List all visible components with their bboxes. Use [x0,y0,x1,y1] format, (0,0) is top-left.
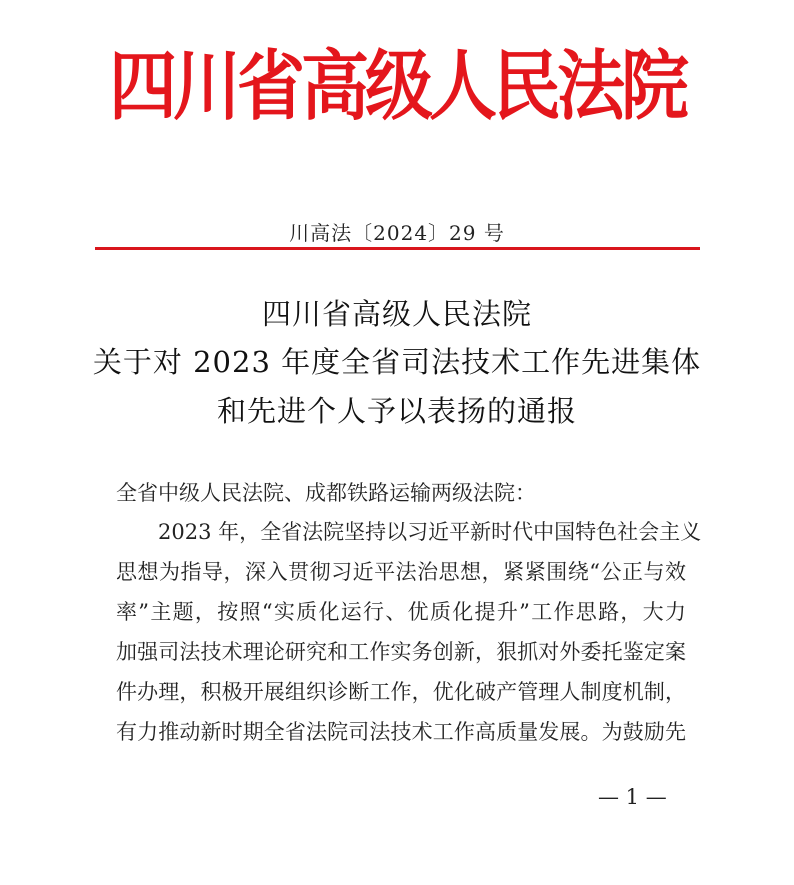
body-line: 2023 年，全省法院坚持以习近平新时代中国特色社会主义 [158,520,702,544]
document-number: 川高法〔2024〕29 号 [289,221,505,245]
title-line-1: 四川省高级人民法院 [261,297,532,331]
title-line-2: 关于对 2023 年度全省司法技术工作先进集体 [92,345,702,379]
title-line-3: 和先进个人予以表扬的通报 [216,394,577,428]
masthead-issuer-title: 四川省高级人民法院 [109,43,686,132]
salutation: 全省中级人民法院、成都铁路运输两级法院： [116,481,536,505]
body-line: 有力推动新时期全省法院司法技术工作高质量发展。为鼓励先 [116,720,686,744]
body-line: 率”主题，按照“实质化运行、优质化提升”工作思路，大力 [116,600,686,624]
page-number: — 1 — [598,785,667,809]
body-line: 加强司法技术理论研究和工作实务创新，狠抓对外委托鉴定案 [116,640,686,664]
red-divider-rule [95,247,700,250]
body-line: 件办理，积极开展组织诊断工作，优化破产管理人制度机制， [116,680,686,704]
body-line: 思想为指导，深入贯彻习近平法治思想，紧紧围绕“公正与效 [116,560,686,584]
